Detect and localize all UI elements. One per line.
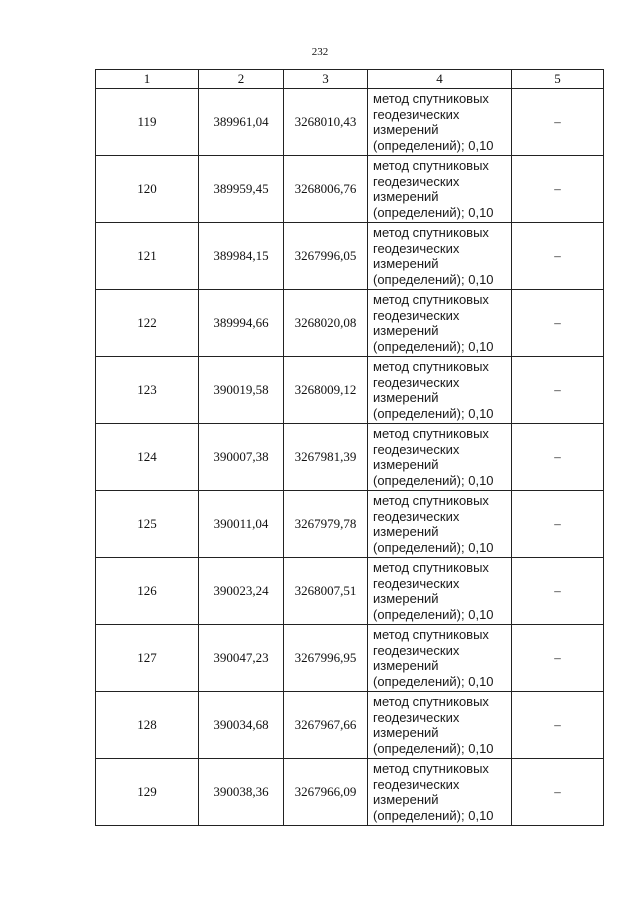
method-line: геодезических xyxy=(373,307,460,323)
table-body xyxy=(96,89,604,826)
method-line: метод спутниковых xyxy=(373,359,489,374)
note-cell: – xyxy=(512,223,604,290)
method-line: (определений); 0,10 xyxy=(373,606,494,622)
point-number-cell: 128 xyxy=(96,692,199,759)
method-cell xyxy=(368,759,512,826)
table-row xyxy=(96,357,604,424)
method-cell xyxy=(368,357,512,424)
method-cell xyxy=(368,156,512,223)
point-number-cell: 119 xyxy=(96,89,199,156)
column-header-4: 4 xyxy=(368,70,512,89)
method-line: геодезических xyxy=(373,508,460,524)
table-row xyxy=(96,290,604,357)
note-cell: – xyxy=(512,156,604,223)
x-coordinate-cell: 389959,45 xyxy=(199,156,284,223)
point-number-cell: 122 xyxy=(96,290,199,357)
method-line: метод спутниковых xyxy=(373,493,489,508)
method-line: (определений); 0,10 xyxy=(373,807,494,823)
y-coordinate-cell: 3267966,09 xyxy=(284,759,368,826)
note-cell: – xyxy=(512,692,604,759)
y-coordinate-cell: 3267979,78 xyxy=(284,491,368,558)
page-number: 232 xyxy=(311,46,329,58)
method-line: (определений); 0,10 xyxy=(373,740,494,756)
table-row xyxy=(96,491,604,558)
method-cell xyxy=(368,558,512,625)
point-number-cell: 126 xyxy=(96,558,199,625)
x-coordinate-cell: 390047,23 xyxy=(199,625,284,692)
method-line: геодезических xyxy=(373,709,460,725)
point-number-cell: 124 xyxy=(96,424,199,491)
method-line: измерений xyxy=(373,524,439,539)
method-cell xyxy=(368,491,512,558)
note-cell: – xyxy=(512,625,604,692)
method-cell xyxy=(368,89,512,156)
x-coordinate-cell: 389994,66 xyxy=(199,290,284,357)
table-row xyxy=(96,424,604,491)
x-coordinate-cell: 390023,24 xyxy=(199,558,284,625)
table-row xyxy=(96,223,604,290)
method-line: измерений xyxy=(373,189,439,204)
note-cell: – xyxy=(512,290,604,357)
method-line: метод спутниковых xyxy=(373,426,489,441)
method-line: измерений xyxy=(373,457,439,472)
method-line: измерений xyxy=(373,591,439,606)
note-cell: – xyxy=(512,89,604,156)
method-line: (определений); 0,10 xyxy=(373,137,494,153)
y-coordinate-cell: 3268006,76 xyxy=(284,156,368,223)
table-header-row xyxy=(96,70,604,89)
column-header-3: 3 xyxy=(284,70,368,89)
method-line: метод спутниковых xyxy=(373,292,489,307)
table-row xyxy=(96,759,604,826)
method-line: измерений xyxy=(373,390,439,405)
method-line: измерений xyxy=(373,323,439,338)
method-line: метод спутниковых xyxy=(373,761,489,776)
method-line: геодезических xyxy=(373,173,460,189)
y-coordinate-cell: 3267967,66 xyxy=(284,692,368,759)
y-coordinate-cell: 3267996,05 xyxy=(284,223,368,290)
point-number-cell: 127 xyxy=(96,625,199,692)
method-line: измерений xyxy=(373,792,439,807)
method-cell xyxy=(368,625,512,692)
method-line: метод спутниковых xyxy=(373,91,489,106)
note-cell: – xyxy=(512,357,604,424)
note-cell: – xyxy=(512,424,604,491)
note-cell: – xyxy=(512,558,604,625)
method-cell xyxy=(368,692,512,759)
coordinates-table xyxy=(95,69,604,826)
y-coordinate-cell: 3268020,08 xyxy=(284,290,368,357)
method-line: (определений); 0,10 xyxy=(373,472,494,488)
table-row xyxy=(96,156,604,223)
y-coordinate-cell: 3268007,51 xyxy=(284,558,368,625)
method-line: (определений); 0,10 xyxy=(373,271,494,287)
note-cell: – xyxy=(512,491,604,558)
column-header-5: 5 xyxy=(512,70,604,89)
column-header-2: 2 xyxy=(199,70,284,89)
x-coordinate-cell: 389984,15 xyxy=(199,223,284,290)
method-line: геодезических xyxy=(373,240,460,256)
method-line: геодезических xyxy=(373,441,460,457)
point-number-cell: 123 xyxy=(96,357,199,424)
x-coordinate-cell: 390011,04 xyxy=(199,491,284,558)
method-line: метод спутниковых xyxy=(373,225,489,240)
method-line: метод спутниковых xyxy=(373,560,489,575)
table-row xyxy=(96,625,604,692)
method-line: измерений xyxy=(373,256,439,271)
x-coordinate-cell: 389961,04 xyxy=(199,89,284,156)
point-number-cell: 125 xyxy=(96,491,199,558)
method-line: геодезических xyxy=(373,642,460,658)
method-cell xyxy=(368,290,512,357)
method-line: метод спутниковых xyxy=(373,158,489,173)
point-number-cell: 129 xyxy=(96,759,199,826)
method-line: (определений); 0,10 xyxy=(373,673,494,689)
method-line: метод спутниковых xyxy=(373,627,489,642)
method-line: геодезических xyxy=(373,776,460,792)
x-coordinate-cell: 390038,36 xyxy=(199,759,284,826)
table-row xyxy=(96,558,604,625)
y-coordinate-cell: 3268009,12 xyxy=(284,357,368,424)
x-coordinate-cell: 390034,68 xyxy=(199,692,284,759)
method-line: (определений); 0,10 xyxy=(373,338,494,354)
method-line: геодезических xyxy=(373,106,460,122)
method-line: (определений); 0,10 xyxy=(373,539,494,555)
method-line: (определений); 0,10 xyxy=(373,405,494,421)
y-coordinate-cell: 3268010,43 xyxy=(284,89,368,156)
y-coordinate-cell: 3267996,95 xyxy=(284,625,368,692)
table-row xyxy=(96,692,604,759)
table-row xyxy=(96,89,604,156)
method-line: (определений); 0,10 xyxy=(373,204,494,220)
method-line: измерений xyxy=(373,658,439,673)
y-coordinate-cell: 3267981,39 xyxy=(284,424,368,491)
method-line: геодезических xyxy=(373,575,460,591)
point-number-cell: 121 xyxy=(96,223,199,290)
note-cell: – xyxy=(512,759,604,826)
method-cell xyxy=(368,424,512,491)
method-line: измерений xyxy=(373,725,439,740)
method-line: измерений xyxy=(373,122,439,137)
x-coordinate-cell: 390007,38 xyxy=(199,424,284,491)
method-line: метод спутниковых xyxy=(373,694,489,709)
method-line: геодезических xyxy=(373,374,460,390)
method-cell xyxy=(368,223,512,290)
point-number-cell: 120 xyxy=(96,156,199,223)
column-header-1: 1 xyxy=(96,70,199,89)
x-coordinate-cell: 390019,58 xyxy=(199,357,284,424)
